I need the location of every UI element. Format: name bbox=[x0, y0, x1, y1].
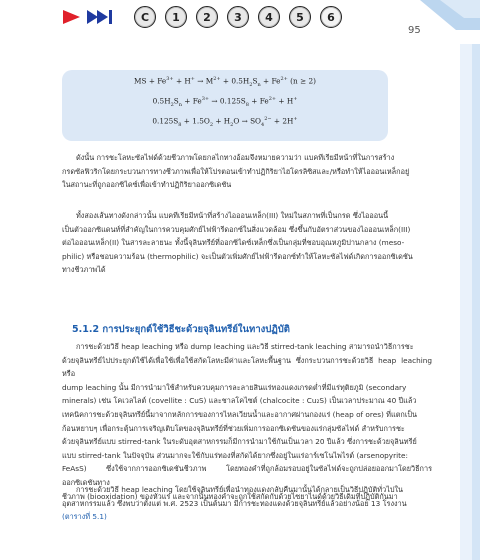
chapter-button-2[interactable]: 2 bbox=[196, 6, 218, 28]
play-icon[interactable] bbox=[62, 9, 82, 25]
paragraph-line: ดังนั้น การชะโลหะซัลไฟด์ด้วยชีวภาพโดยกลไกทางอ้อมจึงหมายความว่า แบคทีเรียมีหน้าที่ในการสร้าง bbox=[76, 153, 395, 162]
paragraph-line: กรดซัลฟิวริกโดยกระบวนการทางชีวภาพเพื่อให้โปรตอนเข้าทำปฏิกิริยาไฮโดรลิซิสและ/หรือทำให้ไอออนเหล็กอยู่ bbox=[62, 166, 410, 176]
paragraph-line: ทางชีวภาพได้ bbox=[62, 265, 106, 275]
chapter-button-4[interactable]: 4 bbox=[258, 6, 280, 28]
paragraph-line: เทคนิคการชะด้วยจุลินทรีย์นี้มาจากหลักการของการไหลเวียนน้ำและอากาศผ่านกองแร่ (heap of ores) ที่แตกเป็น bbox=[62, 409, 417, 419]
fast-forward-icon[interactable] bbox=[86, 9, 114, 25]
paragraph-4 bbox=[62, 483, 432, 524]
equation-3: $0.125S_8 + 1.5O_2 + H_2O \to SO_4^{2-} + 2H^+$ bbox=[152, 116, 298, 128]
equation-box bbox=[62, 70, 388, 141]
section-heading: 5.1.2 การประยุกต์ใช้วิธีชะด้วยจุลินทรีย์ในทางปฏิบัติ bbox=[72, 324, 290, 335]
nav-arrows bbox=[62, 9, 114, 25]
paragraph-line: อุตสาหกรรมแล้ว ซึ่งพบว่าตั้งแต่ พ.ศ. 2523 เป็นต้นมา มีการชะทองแดงด้วยจุลินทรีย์แล้วอย่างน้อย 13 โรงงาน bbox=[62, 498, 407, 508]
paragraph-line: ด้วยจุลินทรีย์แบบ stirred-tank ในระดับอุตสาหกรรมก็มีการนำมาใช้กันเป็นเวลา 20 ปีแล้ว ซึ่งการชะด้วยจุลินทรีย์ bbox=[62, 437, 417, 447]
paragraph-line: philic) หรือชอบความร้อน (thermophilic) จะเป็นตัวเพิ่มศักย์ไฟฟ้ารีดอกซ์ทำให้โลหะซัลไฟด์เกิดการออกซิเดชัน bbox=[62, 251, 413, 261]
paragraph-line: dump leaching นั้น มีการนำมาใช้สำหรับควบคุมการละลายสินแร่ทองแดงเกรดต่ำที่มีแร่ทุติยภูมิ (secondary bbox=[62, 382, 407, 392]
paragraph-line: ด้วยจุลินทรีย์ไปประยุกต์ใช้ได้เพื่อใช้เพื่อใช้สกัดโลหะมีค่าและโลหะพื้นฐาน ซึ่งกระบวนการชะด้วยวิธี heap leaching หรือ bbox=[62, 355, 432, 379]
paragraph-1 bbox=[62, 151, 432, 192]
paragraph-line: ทั้งสองเส้นทางดังกล่าวนั้น แบคทีเรียมีหน้าที่สร้างไอออนเหล็ก(III) ใหม่ในสภาพที่เป็นกรด ซึ่งไอออนนี้ bbox=[76, 211, 389, 220]
chapter-button-5[interactable]: 5 bbox=[289, 6, 311, 28]
chapter-button-6[interactable]: 6 bbox=[320, 6, 342, 28]
paragraph-line: แบบ stirred-tank ในปัจจุบัน ส่วนมากจะใช้กับแร่ทองที่สกัดได้ยากซึ่งอยู่ในแร่อาร์เซโนไพไรต์ (arsenopyrite: bbox=[62, 450, 408, 460]
paragraph-line: ชีวภาพ (biooxidation) ของหัวแร่ และจากนั้นทองคำจะถูกใช้สกัดกับด้วยไซยาไนด์ด้วยวิธีเดิมที่ปฏิบัติกันมา bbox=[62, 491, 398, 501]
chapter-button-1[interactable]: 1 bbox=[165, 6, 187, 28]
page-number: 95 bbox=[408, 25, 421, 36]
equation-2: $0.5H_2S_n + Fe^{3+} \to 0.125S_8 + Fe^{2+} + H^+$ bbox=[152, 96, 298, 108]
paragraph-3 bbox=[62, 340, 432, 503]
paragraph-line: การชะด้วยวิธี heap leaching โดยใช้จุลินทรีย์เพื่อนำทองแดงกลับคืนมานั้นได้กลายเป็นวิธีปฏิบัติทั่วไปใน bbox=[76, 485, 404, 494]
equation-1: MS + $Fe^{3+} + H^+ \to M^{2+} + 0.5H_2S_n + Fe^{2+}$ (n ≥ 2) bbox=[134, 76, 316, 88]
paragraph-line: ต่อไอออนเหล็ก(II) ในสารละลายนะ ทั้งนี้จุลินทรีย์ที่ออกซิไดซ์เหล็กซึ่งเป็นกลุ่มที่ชอบอุณหภูมิปานกลาง (meso- bbox=[62, 238, 405, 248]
paragraph-line: การชะด้วยวิธี heap leaching หรือ dump leaching และวิธี stirred-tank leaching สามารถนำวิธีการชะ bbox=[76, 342, 414, 351]
top-navigation-bar bbox=[0, 0, 480, 38]
paragraph-line: เป็นตัวออกซิแดนท์ที่สำคัญในการควบคุมศักย์ไฟฟ้ารีดอกซ์ในสิ่งแวดล้อม ซึ่งขึ้นกับอัตราส่วนของไอออนเหล็ก(III) bbox=[62, 224, 411, 234]
paragraph-line: FeAsS) ซึ่งใช้จากการออกซิเดชันชีวภาพ โดยทองคำที่ถูกล้อมรอบอยู่ในซัลไฟด์จะถูกปล่อยออกมาโดยวิธีการออกซิเดชันทาง bbox=[62, 464, 432, 487]
chapter-button-c[interactable]: C bbox=[134, 6, 156, 28]
paragraph-line: minerals) เช่น โคเวลไลต์ (covellite : CuS) และชาลโคไซต์ (chalcocite : Cu₂S) เป็นเวลาประมาณ 40 ปีแล้ว bbox=[62, 396, 417, 406]
table-reference-link[interactable]: (ตารางที่ 5.1) bbox=[62, 512, 107, 522]
paragraph-line: ในสถานะที่ถูกออกซิไดซ์เพื่อเข้าทำปฏิกิริยาออกซิเดชัน bbox=[62, 180, 232, 190]
chapter-button-3[interactable]: 3 bbox=[227, 6, 249, 28]
paragraph-2 bbox=[62, 209, 432, 277]
chapter-nav bbox=[134, 6, 342, 28]
paragraph-line: ก้อนหยาบๆ เพื่อกระตุ้นการเจริญเติบโตของจุลินทรีย์ที่ช่วยเพิ่มการออกซิเดชันของแร่กลุ่มซัลไฟด์ สำหรับการชะ bbox=[62, 423, 405, 433]
